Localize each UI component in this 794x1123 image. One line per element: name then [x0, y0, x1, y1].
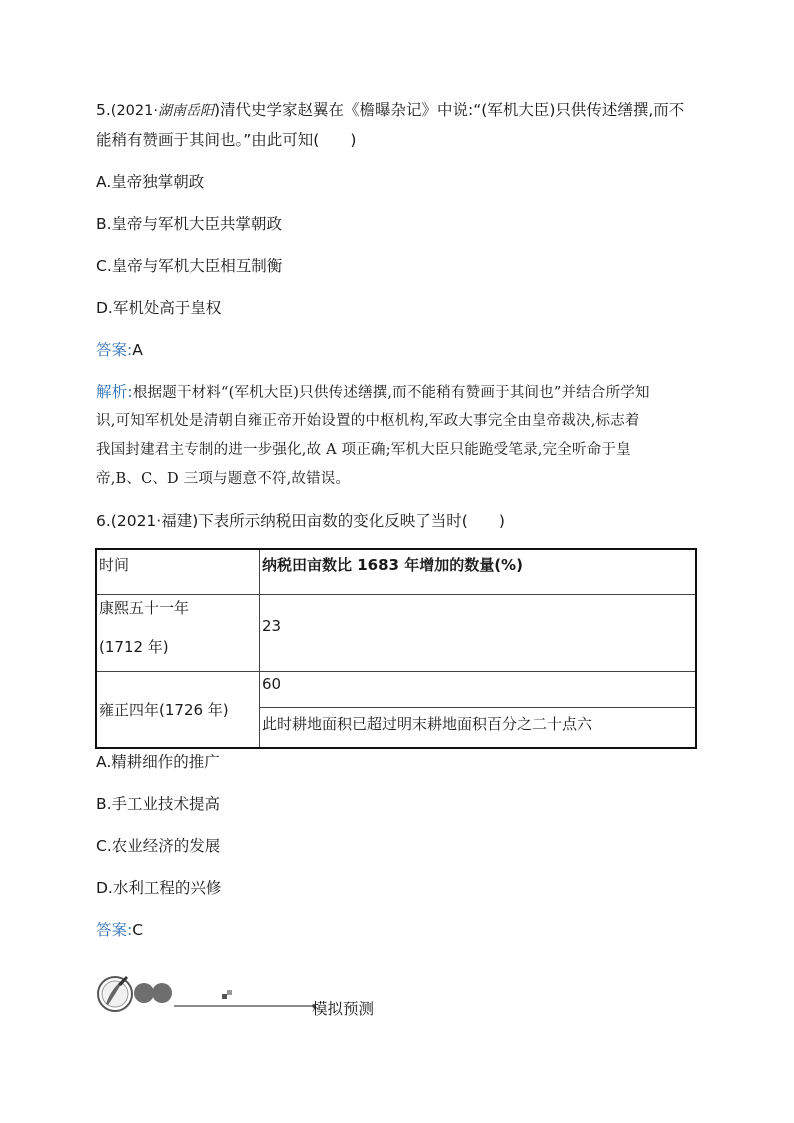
q6-answer — [96, 920, 143, 940]
table-row — [96, 595, 696, 672]
q6-option-b: B.手工业技术提高 — [96, 795, 221, 813]
table-cell-value-60: 60 — [260, 672, 697, 708]
q5-number: 5. — [96, 101, 111, 119]
q6-option-a: A.精耕细作的推广 — [96, 753, 220, 771]
q6-stem-text: (2021·福建)下表所示纳税田亩数的变化反映了当时( ) — [110, 512, 505, 530]
q5-stem-line2: 能稍有赞画于其间也。”由此可知( ) — [96, 131, 357, 149]
q5-analysis-line3: 我国封建君主专制的进一步强化,故 A 项正确;军机大臣只能跪受笔录,完全听命于皇 — [96, 442, 631, 458]
q5-stem-line1 — [96, 100, 684, 121]
q5-analysis-line2: 识,可知军机处是清朝自雍正帝开始设置的中枢机构,军政大事完全由皇帝裁决,标志着 — [96, 413, 640, 429]
q5-option-b: B.皇帝与军机大臣共掌朝政 — [96, 215, 283, 233]
q5-answer — [96, 340, 143, 360]
q6-number: 6. — [96, 512, 111, 530]
table-header-increase: 纳税田亩数比 1683 年增加的数量(%) — [260, 549, 697, 595]
section-title: 模拟预测 — [312, 1000, 375, 1018]
kangxi-line1: 康熙五十一年 — [99, 599, 190, 617]
q5-analysis-line4: 帝,B、C、D 三项与题意不符,故错误。 — [96, 471, 351, 487]
section-banner — [96, 972, 396, 1016]
q6-stem — [96, 511, 505, 531]
q5-answer-value: A — [132, 341, 143, 359]
q5-option-c: C.皇帝与军机大臣相互制衡 — [96, 257, 283, 275]
table-cell-kangxi — [96, 595, 260, 672]
table-row — [96, 672, 696, 708]
q5-answer-label: 答案: — [96, 341, 133, 359]
q6-option-d: D.水利工程的兴修 — [96, 879, 222, 897]
tax-acreage-table — [95, 548, 697, 749]
squares-icon — [222, 990, 232, 999]
table-cell-yongzheng: 雍正四年(1726 年) — [96, 672, 260, 749]
q5-analysis-line1 — [96, 382, 650, 403]
q5-analysis-text-1: 根据题干材料“(军机大臣)只供传述缮撰,而不能稍有赞画于其间也”并结合所学知 — [132, 385, 650, 401]
dot-icon — [134, 983, 154, 1003]
q6-option-c: C.农业经济的发展 — [96, 837, 221, 855]
q5-option-a: A.皇帝独掌朝政 — [96, 173, 205, 191]
brush-circle-icon — [98, 976, 132, 1011]
table-cell-value-23: 23 — [260, 595, 697, 672]
q6-answer-value: C — [132, 921, 144, 939]
table-header-row — [96, 549, 696, 595]
table-header-time: 时间 — [96, 549, 260, 595]
q5-option-d: D.军机处高于皇权 — [96, 299, 222, 317]
q5-source-place: 湖南岳阳 — [157, 103, 214, 119]
q5-analysis-label: 解析: — [96, 383, 133, 401]
kangxi-line2: (1712 年) — [99, 638, 169, 656]
q5-stem-text: )清代史学家赵翼在《檐曝杂记》中说:“(军机大臣)只供传述缮撰,而不 — [213, 101, 685, 119]
dot-icon — [152, 983, 172, 1003]
table-cell-note: 此时耕地面积已超过明末耕地面积百分之二十点六 — [260, 708, 697, 749]
q5-source-open: (2021· — [110, 103, 158, 119]
q6-answer-label: 答案: — [96, 921, 133, 939]
